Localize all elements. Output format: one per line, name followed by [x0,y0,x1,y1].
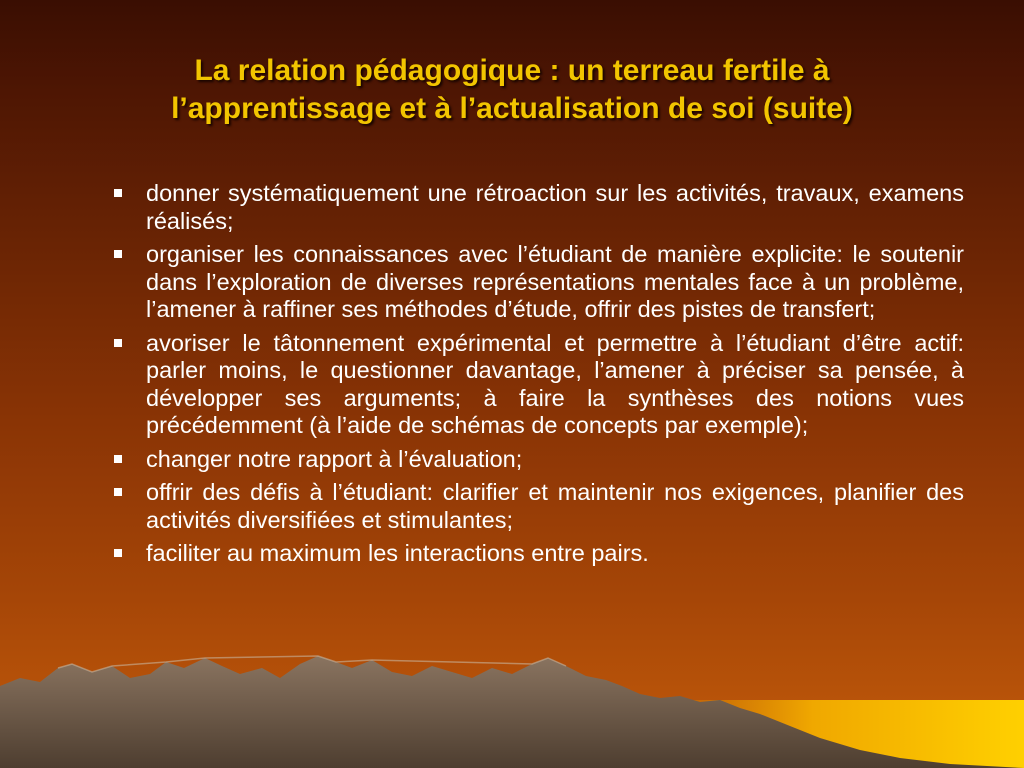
list-item [112,180,964,235]
list-item [112,241,964,324]
title-line-2: l’apprentissage et à l’actualisation de soi (suite) [171,92,853,125]
square-bullet-icon [114,250,122,258]
bullet-list [112,180,964,574]
bullet-text: changer notre rapport à l’évaluation; [146,445,523,472]
bullet-text: organiser les connaissances avec l’étudiant de manière explicite: le soutenir dans l’exploration de diverses représentations mentales face à un problème, l’amener à raffiner ses méthodes d’étude, offrir des pistes de transfert; [146,241,964,322]
list-item [112,479,964,534]
slide-title [60,52,964,128]
square-bullet-icon [114,488,122,496]
list-item [112,540,964,568]
list-item [112,330,964,440]
list-item [112,446,964,474]
bullet-text: donner systématiquement une rétroaction sur les activités, travaux, examens réalisés; [146,180,964,234]
square-bullet-icon [114,189,122,197]
square-bullet-icon [114,339,122,347]
bullet-text: faciliter au maximum les interactions entre pairs. [146,540,649,566]
mountain-range-illustration [0,638,1024,768]
title-line-1: La relation pédagogique : un terreau fertile à [194,54,830,87]
square-bullet-icon [114,549,122,557]
square-bullet-icon [114,455,122,463]
bullet-text: avoriser le tâtonnement expérimental et permettre à l’étudiant d’être actif: parler moins, le questionner davantage, l’amener à préciser sa pensée, à développer ses arguments; à faire la synthèses des notions vues précédemment (à l’aide de schémas de concepts par exemple); [146,329,964,438]
bullet-text: offrir des défis à l’étudiant: clarifier et maintenir nos exigences, planifier des activités diversifiées et stimulantes; [146,479,964,533]
